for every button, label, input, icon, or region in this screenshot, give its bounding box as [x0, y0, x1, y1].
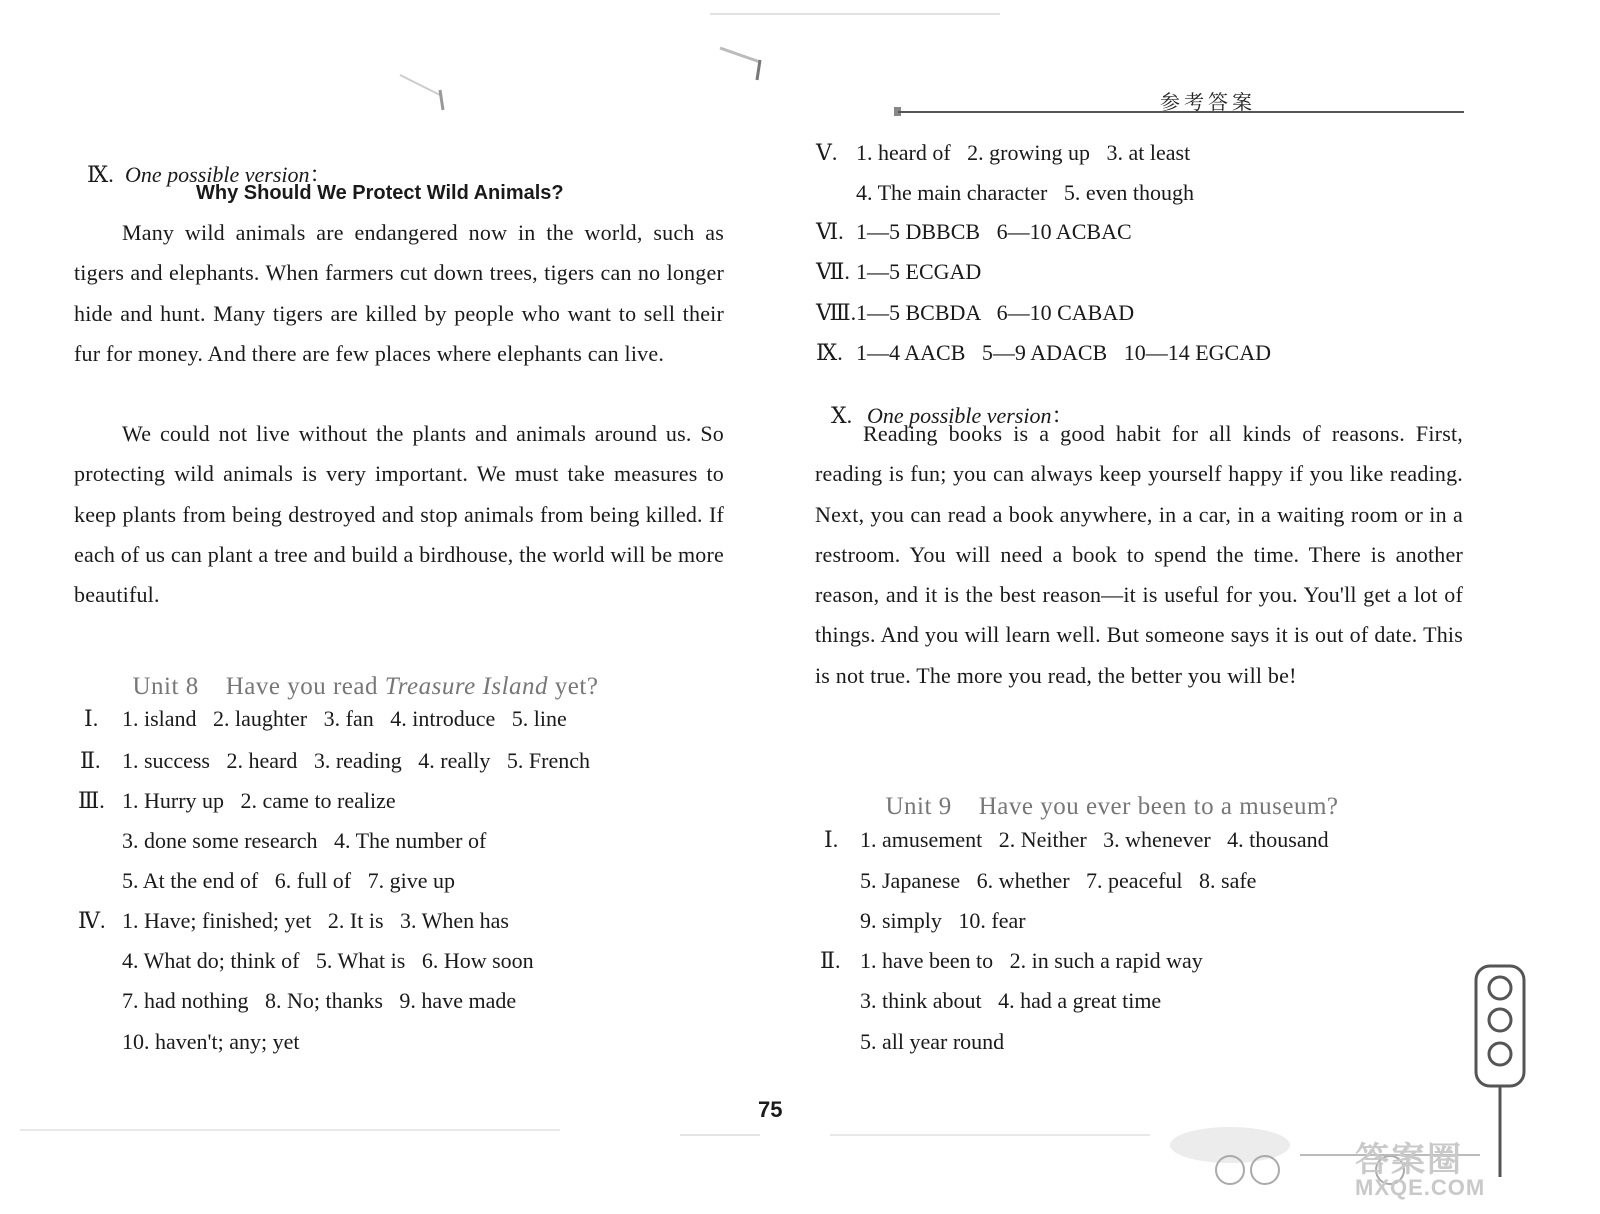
unit-title: Have you ever been to a museum?: [978, 793, 1339, 820]
roman-numeral: Ⅱ.: [80, 748, 101, 773]
answer-line: [84, 708, 567, 730]
roman-numeral: Ⅶ.: [816, 259, 850, 284]
answer-line: 3. think about 4. had a great time: [860, 988, 1162, 1013]
roman-numeral: Ⅵ.: [816, 219, 844, 244]
answer-text: 1—5 DBBCB 6—10 ACBAC: [856, 219, 1132, 244]
colon: ：: [1051, 403, 1074, 428]
answer-line: [816, 221, 1132, 243]
unit-8-heading: [119, 645, 598, 701]
answer-text: 1. amusement 2. Neither 3. whenever 4. thousand: [860, 827, 1329, 852]
essay-paragraph: Reading books is a good habit for all kinds of reasons. First, reading is fun; you can always keep yourself happy if you like reading. Next, you can read a book anywhere, in a car, in a waiting room or in a restroom. You will need a book to spend the time. There is another reason, and it is the best reason—it is useful for you. You'll get a lot of things. And you will learn well. But someone says it is out of date. This is not true. The more you read, the better you will be!: [815, 421, 1463, 688]
essay-paragraph-1: Many wild animals are endangered now in the world, such as tigers and elephants. When farmers cut down trees, tigers can no longer hide and hunt. Many tigers are killed by people who want to sell their fur for money. And there are few places where elephants can live.: [74, 220, 724, 366]
unit-title-pre: Have you read: [225, 673, 385, 700]
roman-numeral: Ⅷ.: [816, 300, 857, 325]
watermark-url: MXQE.COM: [1355, 1175, 1486, 1200]
roman-numeral: Ⅸ.: [816, 340, 843, 365]
answer-line: 5. At the end of 6. full of 7. give up: [122, 868, 456, 893]
answer-line: 4. The main character 5. even though: [856, 180, 1195, 205]
answer-line: 4. What do; think of 5. What is 6. How soon: [122, 948, 534, 973]
possible-version-label: One possible version: [867, 403, 1052, 428]
colon: ：: [309, 162, 332, 187]
roman-numeral: Ⅳ.: [78, 908, 106, 933]
watermark-logo-text: 答案圈: [1355, 1141, 1463, 1179]
section-ix-label: [76, 142, 332, 186]
answer-text: 1. heard of 2. growing up 3. at least: [856, 140, 1191, 165]
page-number: 75: [758, 1097, 783, 1122]
unit-title-post: yet?: [548, 673, 599, 700]
roman-numeral: Ⅴ.: [816, 140, 838, 165]
answer-line: 7. had nothing 8. No; thanks 9. have made: [122, 988, 517, 1013]
roman-numeral: Ⅰ.: [824, 827, 839, 852]
page-header-title: 参考答案: [1160, 92, 1256, 114]
answer-text: 1. have been to 2. in such a rapid way: [860, 948, 1203, 973]
decorative-pen-strokes: [395, 40, 775, 120]
answer-line: 5. all year round: [860, 1029, 1005, 1054]
answer-line: 3. done some research 4. The number of: [122, 828, 487, 853]
answer-text: 1—5 BCBDA 6—10 CABAD: [856, 300, 1135, 325]
answer-text: 1. Hurry up 2. came to realize: [122, 788, 396, 813]
roman-numeral: Ⅰ.: [84, 706, 99, 731]
answer-line: 9. simply 10. fear: [860, 908, 1026, 933]
answer-line: [78, 790, 396, 812]
possible-version-label: One possible version: [125, 162, 310, 187]
answer-line: [80, 750, 590, 772]
essay-paragraph-2: We could not live without the plants and animals around us. So protecting wild animals is very important. We must take measures to keep plants from being destroyed and stop animals from being killed. If each of us can plant a tree and build a birdhouse, the world will be more beautiful.: [74, 421, 724, 608]
unit-title-book: Treasure Island: [384, 673, 549, 700]
roman-numeral: Ⅸ.: [87, 162, 114, 187]
answer-line: [816, 302, 1134, 324]
site-watermark: [1355, 1132, 1485, 1201]
answer-line: [816, 261, 981, 283]
answer-line: [816, 342, 1271, 364]
answer-line: 10. haven't; any; yet: [122, 1029, 300, 1054]
answer-text: 1. island 2. laughter 3. fan 4. introduce 5. line: [122, 706, 567, 731]
roman-numeral: Ⅲ.: [78, 788, 105, 813]
unit-label: Unit 8: [132, 673, 199, 700]
answer-text: 1. Have; finished; yet 2. It is 3. When has: [122, 908, 509, 933]
answer-line: [78, 910, 509, 932]
answer-line: 5. Japanese 6. whether 7. peaceful 8. safe: [860, 868, 1257, 893]
unit-9-heading: [872, 765, 1339, 821]
answer-line: [820, 950, 1203, 972]
answer-text: 1—4 AACB 5—9 ADACB 10—14 EGCAD: [856, 340, 1271, 365]
roman-numeral: Ⅱ.: [820, 948, 841, 973]
answer-text: 1—5 ECGAD: [856, 259, 982, 284]
roman-numeral: Ⅹ.: [831, 403, 853, 428]
answer-text: 1. success 2. heard 3. reading 4. really 5. French: [122, 748, 590, 773]
essay-title: Why Should We Protect Wild Animals?: [196, 182, 564, 204]
unit-label: Unit 9: [885, 793, 952, 820]
top-faint-rule: [710, 13, 1000, 15]
answer-line: [816, 142, 1190, 164]
answer-line: [824, 829, 1329, 851]
